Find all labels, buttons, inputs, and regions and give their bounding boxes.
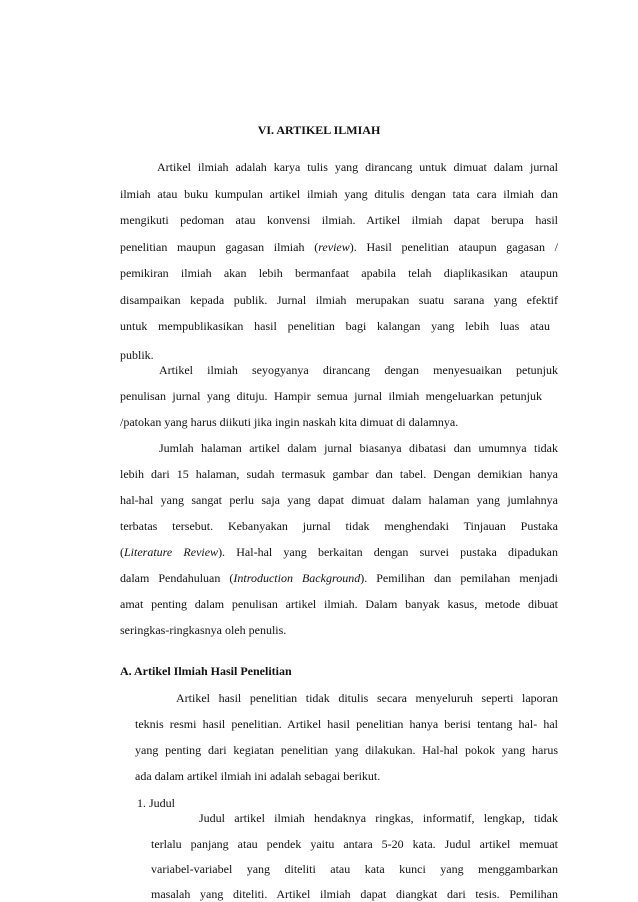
para3-line-6 bbox=[120, 571, 558, 585]
chapter-title: VI. ARTIKEL ILMIAH bbox=[257, 123, 381, 137]
para3-line-5-text-a: ( bbox=[120, 545, 124, 559]
intro-line-4-text-a: penelitian maupun gagasan ilmiah ( bbox=[120, 240, 319, 254]
item-1-label: 1. Judul bbox=[137, 796, 176, 810]
para3-line-7: amat penting dalam penulisan artikel ilmiah. Dalam banyak kasus, metode dibuat bbox=[120, 597, 558, 611]
section-a-heading: A. Artikel Ilmiah Hasil Penelitian bbox=[120, 664, 292, 678]
introduction-background-emphasis: Introduction Background bbox=[233, 571, 361, 585]
intro-line-8: publik. bbox=[120, 348, 154, 362]
para2-line-3: /patokan yang harus diikuti jika ingin naskah kita dimuat di dalamnya. bbox=[120, 415, 459, 429]
intro-line-4 bbox=[120, 240, 558, 254]
para3-line-4: terbatas tersebut. Kebanyakan jurnal tidak menghendaki Tinjauan Pustaka bbox=[120, 519, 558, 533]
intro-line-3: mengikuti pedoman atau konvensi ilmiah. Artikel ilmiah dapat berupa hasil bbox=[120, 213, 558, 227]
intro-line-7: untuk mempublikasikan hasil penelitian bagi kalangan yang lebih luas atau bbox=[120, 319, 550, 333]
intro-line-1: Artikel ilmiah adalah karya tulis yang dirancang untuk dimuat dalam jurnal bbox=[157, 160, 558, 174]
para2-line-1: Artikel ilmiah seyogyanya dirancang dengan menyesuaikan petunjuk bbox=[159, 363, 558, 377]
intro-line-2: ilmiah atau buku kumpulan artikel ilmiah yang ditulis dengan tata cara ilmiah dan bbox=[120, 187, 558, 201]
para3-line-3: hal-hal yang sangat perlu saja yang dapat dimuat dalam halaman yang jumlahnya bbox=[120, 493, 558, 507]
para3-line-5-text-b: ). Hal-hal yang berkaitan dengan survei pustaka dipadukan bbox=[218, 545, 558, 559]
item-1-line-3: variabel-variabel yang diteliti atau kata kunci yang menggambarkan bbox=[151, 862, 558, 876]
literature-review-emphasis: Literature Review bbox=[124, 545, 219, 559]
item-1-line-2: terlalu panjang atau pendek yaitu antara 5-20 kata. Judul artikel memuat bbox=[151, 837, 558, 851]
intro-line-4-text-b: ). Hasil penelitian ataupun gagasan / bbox=[349, 240, 559, 254]
para3-line-1: Jumlah halaman artikel dalam jurnal biasanya dibatasi dan umumnya tidak bbox=[159, 441, 558, 455]
para3-line-5 bbox=[120, 545, 558, 559]
item-1-line-1: Judul artikel ilmiah hendaknya ringkas, informatif, lengkap, tidak bbox=[199, 811, 558, 825]
para2-line-2: penulisan jurnal yang dituju. Hampir semua jurnal ilmiah mengeluarkan petunjuk bbox=[120, 389, 542, 403]
para3-line-6-text-b: ). Pemilihan dan pemilahan menjadi bbox=[360, 571, 558, 585]
para3-line-6-text-a: dalam Pendahuluan ( bbox=[120, 571, 234, 585]
section-a-line-2: teknis resmi hasil penelitian. Artikel hasil penelitian hanya berisi tentang hal- hal bbox=[135, 717, 558, 731]
para3-line-2: lebih dari 15 halaman, sudah termasuk gambar dan tabel. Dengan demikian hanya bbox=[120, 467, 558, 481]
section-a-line-4: ada dalam artikel ilmiah ini adalah sebagai berikut. bbox=[135, 769, 381, 783]
intro-line-6: disampaikan kepada publik. Jurnal ilmiah merupakan suatu sarana yang efektif bbox=[120, 293, 558, 307]
review-emphasis: review bbox=[318, 240, 350, 254]
intro-line-5: pemikiran ilmiah akan lebih bermanfaat apabila telah diaplikasikan ataupun bbox=[120, 266, 558, 280]
section-a-line-1: Artikel hasil penelitian tidak ditulis secara menyeluruh seperti laporan bbox=[176, 691, 558, 705]
para3-line-8: seringkas-ringkasnya oleh penulis. bbox=[120, 623, 287, 637]
item-1-line-4: masalah yang diteliti. Artikel ilmiah dapat diangkat dari tesis. Pemilihan bbox=[151, 887, 558, 901]
section-a-line-3: yang penting dari kegiatan penelitian yang dilakukan. Hal-hal pokok yang harus bbox=[135, 743, 558, 757]
